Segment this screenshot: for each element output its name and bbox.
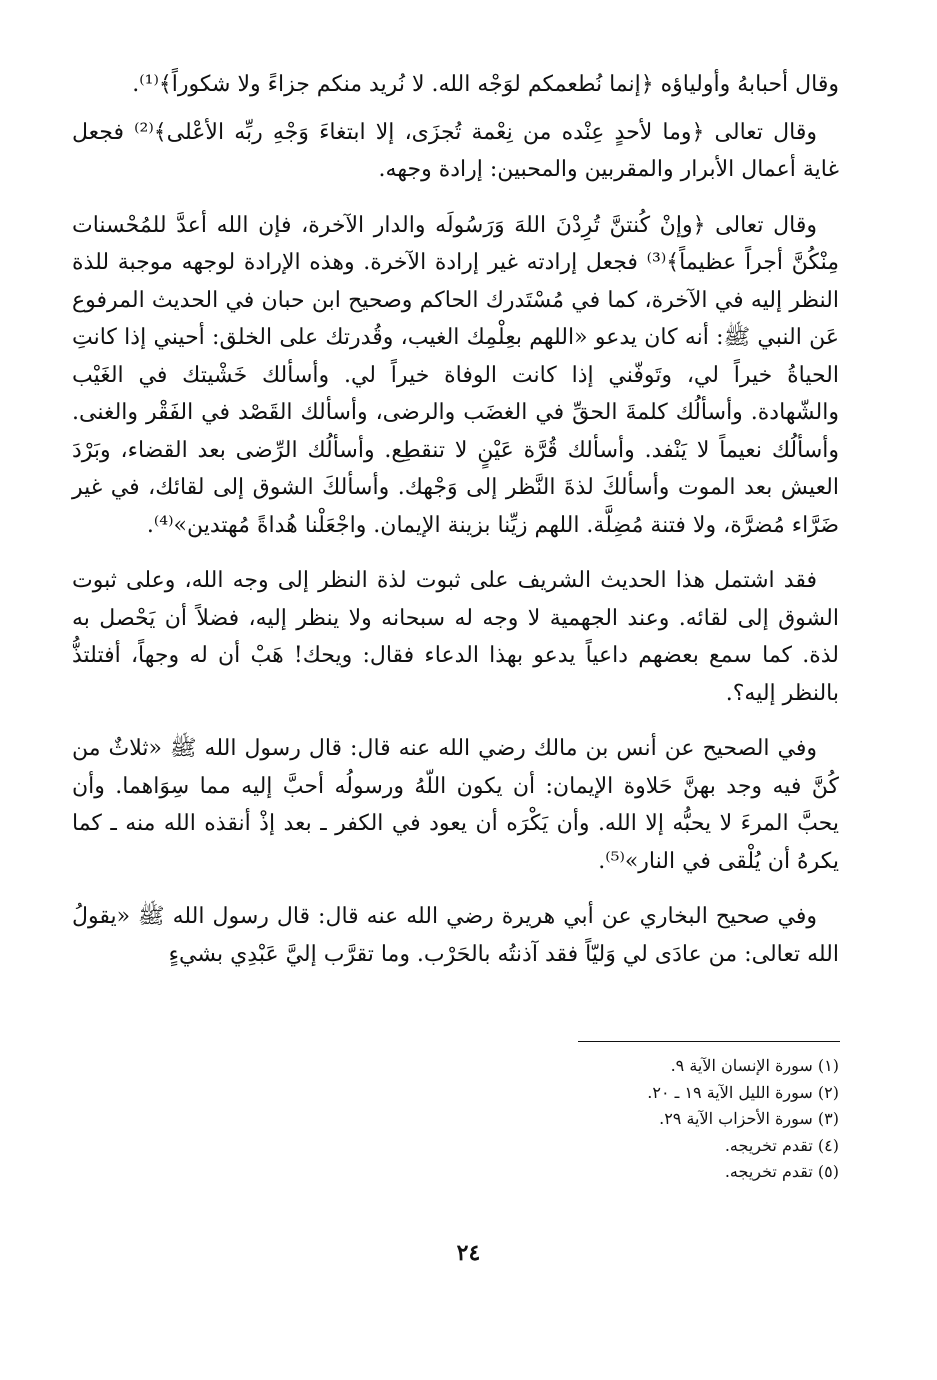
footnote-separator <box>578 1041 840 1042</box>
paragraph-1 <box>72 66 839 104</box>
paragraph-text: وقال تعالى ﴿وما لأحدٍ عِنْده من نِعْمة تُجزَى، إلا ابتغاءَ وَجْهِ ربِّه الأعْلى﴾⁽²⁾ فجعل غاية أعمال الأبرار والمقربين والمحبين: إرادة وجهه. <box>72 119 839 182</box>
paragraph-text: وفي الصحيح عن أنس بن مالك رضي الله عنه قال: قال رسول الله ﷺ «ثلاثٌ من كُنَّ فيه وجد بهنَّ حَلاوة الإيمان: أن يكون اللّهُ ورسولُه أحبَّ إليه مما سِوَاهما. وأن يحبَّ المرءَ لا يحبُّه إلا الله. وأن يَكْرَه أن يعود في الكفر ـ بعد إذْ أنقذه الله منه ـ كما يكرهُ أن يُلْقى في النار»⁽⁵⁾. <box>72 736 839 874</box>
footnote-4: (٤) تقدم تخريجه. <box>724 1135 839 1155</box>
footnote-2: (٢) سورة الليل الآية ١٩ ـ ٢٠. <box>647 1082 839 1102</box>
paragraph-text: وقال أحبابهُ وأولياؤه ﴿إنما نُطعمكم لوَجْه الله. لا نُريد منكم جزاءً ولا شكوراً﴾⁽¹⁾. <box>132 72 839 97</box>
paragraph-text: وقال تعالى ﴿وإنْ كُنتنَّ تُرِدْنَ اللهَ وَرَسُولَه والدار الآخرة، فإن الله أعدَّ للمُحْسنات مِنْكُنَّ أجراً عظيماً﴾⁽³⁾ فجعل إرادته غير إرادة الآخرة. وهذه الإرادة لوجهه موجبة للذة النظر إليه في الآخرة، كما في مُسْتَدرك الحاكم وصحيح ابن حبان في الحديث المرفوع عَن النبي ﷺ: أنه كان يدعو «اللهم بعِلْمِك الغيب، وقُدرتك على الخلق: أحيني إذا كانتِ الحياةُ خيراً لي، وتَوفّني إذا كانت الوفاة خيراً لي. وأسألك خَشْيتك في الغَيْب والشّهادة. وأسألُك كلمةَ الحقِّ في الغضَب والرضى، وأسألك القَصْد في الفَقْر والغنى. وأسألُك نعيماً لا يَنْفد. وأسألك قُرَّة عَيْنٍ لا تنقطِع. وأسألُك الرِّضى بعد القضاء، وبَرْدَ العيش بعد الموت وأسألكَ لذةَ النَّظر إلى وَجْهك. وأسألكَ الشوق إلى لقائك، في غير ضَرَّاء مُضرَّة، ولا فتنة مُضِلَّة. اللهم زيِّنا بزينة الإيمان. واجْعَلْنا هُداةً مُهتدين»⁽⁴⁾. <box>72 212 839 538</box>
footnote-1: (١) سورة الإنسان الآية ٩. <box>670 1056 839 1075</box>
footnote-3: (٣) سورة الأحزاب الآية ٢٩. <box>659 1109 839 1128</box>
paragraph-text: وفي صحيح البخاري عن أبي هريرة رضي الله عنه قال: قال رسول الله ﷺ «يقولُ الله تعالى: من عادَى لي وَليّاً فقد آذنتُه بالحَرْب. وما تقرَّب إليَّ عَبْدِي بشيءٍ <box>72 904 839 967</box>
footnote-5: (٥) تقدم تخريجه. <box>724 1162 839 1181</box>
paragraph-6 <box>72 898 839 973</box>
paragraph-3 <box>72 207 839 545</box>
paragraph-4 <box>72 562 839 712</box>
paragraph-5 <box>72 730 839 880</box>
footnotes <box>460 1053 839 1186</box>
paragraph-text: فقد اشتمل هذا الحديث الشريف على ثبوت لذة النظر إلى وجه الله، وعلى ثبوت الشوق إلى لقائه. وعند الجهمية لا وجه له سبحانه ولا ينظر إليه، فضلاً أن يَحْصل به لذة. كما سمع بعضهم داعياً يدعو بهذا الدعاء فقال: ويحك! هَبْ أن له وجهاً، أفتلتذُّ بالنظر إليه؟. <box>72 568 839 706</box>
paragraph-2 <box>72 114 839 189</box>
page-number: ٢٤ <box>456 1240 481 1266</box>
